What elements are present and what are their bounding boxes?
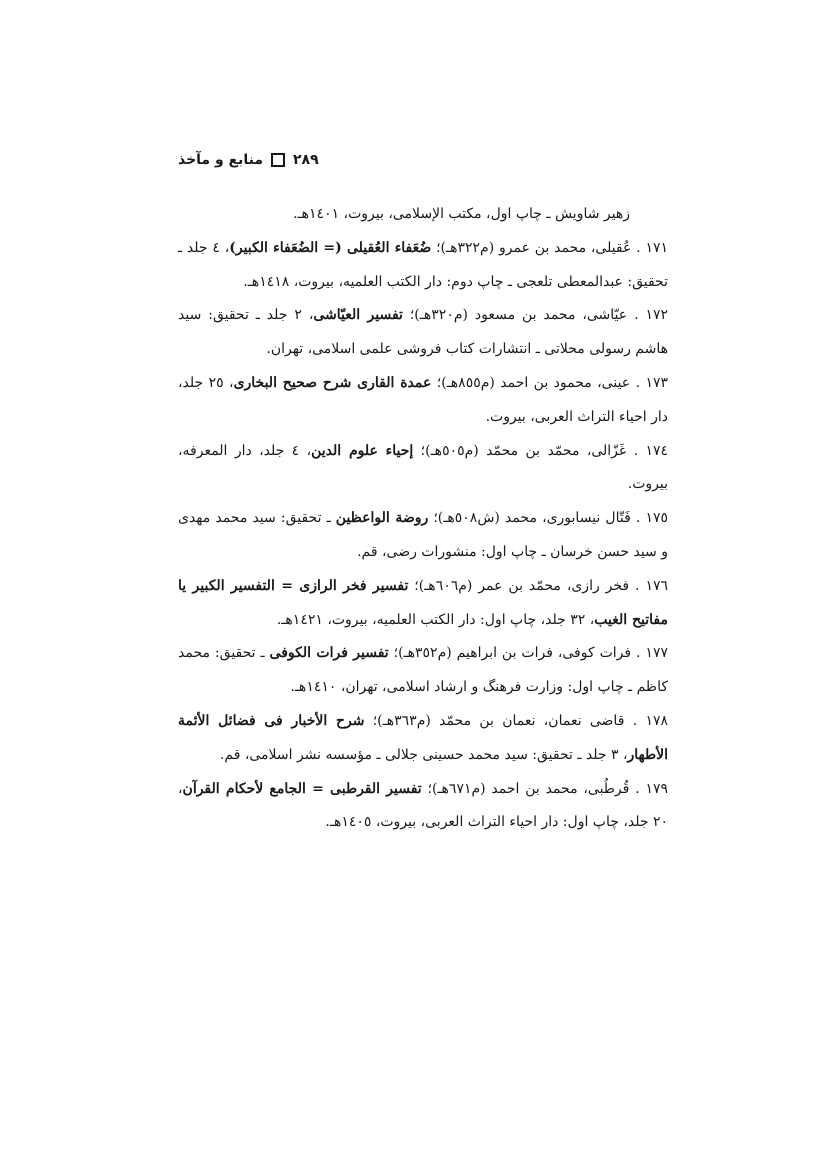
bibliography-entry	[178, 299, 668, 367]
entry-author: عُقیلی، محمد بن عمرو (م٣٢٢هـ)؛	[431, 239, 637, 256]
entry-number: ١٧١ .	[636, 239, 668, 256]
bibliography-entry	[178, 570, 668, 638]
bibliography-entry	[178, 435, 668, 503]
entry-title: روضة الواعظین	[335, 510, 429, 527]
entry-details: ، ٤ جلد، دار المعرفه، بیروت.	[178, 442, 668, 493]
entry-title: شرح الأخبار فی فضائل الأئمة الأطهار	[178, 712, 668, 763]
entry-details: ـ تحقیق: سید محمد مهدی و سید حسن خرسان ـ چاپ اول: منشورات رضی، قم.	[178, 510, 668, 560]
entry-author: فرات کوفی، فرات بن ابراهیم (م٣٥٢هـ)؛	[388, 645, 637, 662]
running-header	[178, 152, 650, 168]
entry-details: ، ٢ جلد ـ تحقیق: سید هاشم رسولی محلاتی ـ انتشارات کتاب فروشی علمی اسلامی، تهران.	[178, 307, 668, 358]
entry-title: ضُعَفاء العُقیلی (= الضُعَفاء الکبیر)	[229, 239, 432, 256]
entry-title: تفسیر العیّاشی	[313, 307, 403, 324]
entry-author: قُرطُبی، محمد بن احمد (م٦٧١هـ)؛	[421, 780, 636, 797]
bibliography-body	[178, 198, 668, 840]
entry-title: تفسیر فخر الرازی = التفسیر الکبیر یا مفاتیح الغیب	[178, 577, 668, 628]
entry-details: ، ٢٠ جلد، چاپ اول: دار احیاء التراث العربی، بیروت، ١٤٠٥هـ.	[178, 780, 668, 831]
entry-author: قاضی نعمان، نعمان بن محمّد (م٣٦٣هـ)؛	[364, 712, 633, 729]
entry-author: فخر رازی، محمّد بن عمر (م٦٠٦هـ)؛	[408, 577, 636, 594]
entry-number: ١٧٨ .	[632, 712, 668, 729]
continuation-line: زهیر شاویش ـ چاپ اول، مکتب الإسلامی، بیروت، ١٤٠١هـ.	[293, 206, 630, 222]
entry-number: ١٧٤ .	[633, 442, 669, 459]
bibliography-entry	[178, 637, 668, 705]
bibliography-entry	[178, 773, 668, 841]
entry-author: عیّاشی، محمد بن مسعود (م٣٢٠هـ)؛	[402, 307, 635, 324]
entry-author: عینی، محمود بن احمد (م٨٥٥هـ)؛	[431, 374, 636, 391]
entry-number: ١٧٥ .	[635, 510, 668, 527]
entry-number: ١٧٣ .	[635, 374, 668, 391]
entry-title: تفسیر فرات الکوفی	[269, 645, 389, 662]
entry-author: غَزّالی، محمّد بن محمّد (م٥٠٥هـ)؛	[413, 442, 634, 459]
entry-author: فَتّال نیسابوری، محمد (ش٥٠٨هـ)؛	[428, 510, 636, 527]
bibliography-entry	[178, 232, 668, 300]
square-bullet-icon	[271, 153, 285, 167]
entry-details: ـ تحقیق: محمد کاظم ـ چاپ اول: وزارت فرهنگ و ارشاد اسلامی، تهران، ١٤١٠هـ.	[178, 645, 668, 696]
entry-details: ، ٣ جلد ـ تحقیق: سید محمد حسینی جلالی ـ مؤسسه نشر اسلامی، قم.	[219, 746, 628, 763]
entry-details: ، ٤ جلد ـ تحقیق: عبدالمعطی تلعجی ـ چاپ دوم: دار الکتب العلمیه، بیروت، ١٤١٨هـ.	[178, 239, 668, 290]
bibliography-entry	[178, 502, 668, 570]
bibliography-list	[178, 232, 668, 840]
entry-details: ، ٢٥ جلد، دار احیاء التراث العربی، بیروت.	[178, 374, 668, 425]
entry-title: تفسیر القرطبی = الجامع لأحکام القرآن	[182, 780, 422, 797]
entry-number: ١٧٦ .	[635, 577, 668, 594]
entry-number: ١٧٢ .	[634, 307, 668, 324]
bibliography-entry	[178, 367, 668, 435]
entry-details: ، ٣٢ جلد، چاپ اول: دار الکتب العلمیه، بیروت، ١٤٢١هـ.	[276, 611, 595, 628]
header-title: منابع و مآخذ	[178, 152, 264, 168]
entry-title: إحیاء علوم الدین	[311, 442, 414, 459]
entry-number: ١٧٩ .	[635, 780, 668, 797]
bibliography-entry	[178, 705, 668, 773]
entry-title: عمدة القاری شرح صحیح البخاری	[233, 374, 432, 391]
entry-number: ١٧٧ .	[636, 645, 668, 662]
page-number: ٢٨٩	[293, 152, 319, 168]
